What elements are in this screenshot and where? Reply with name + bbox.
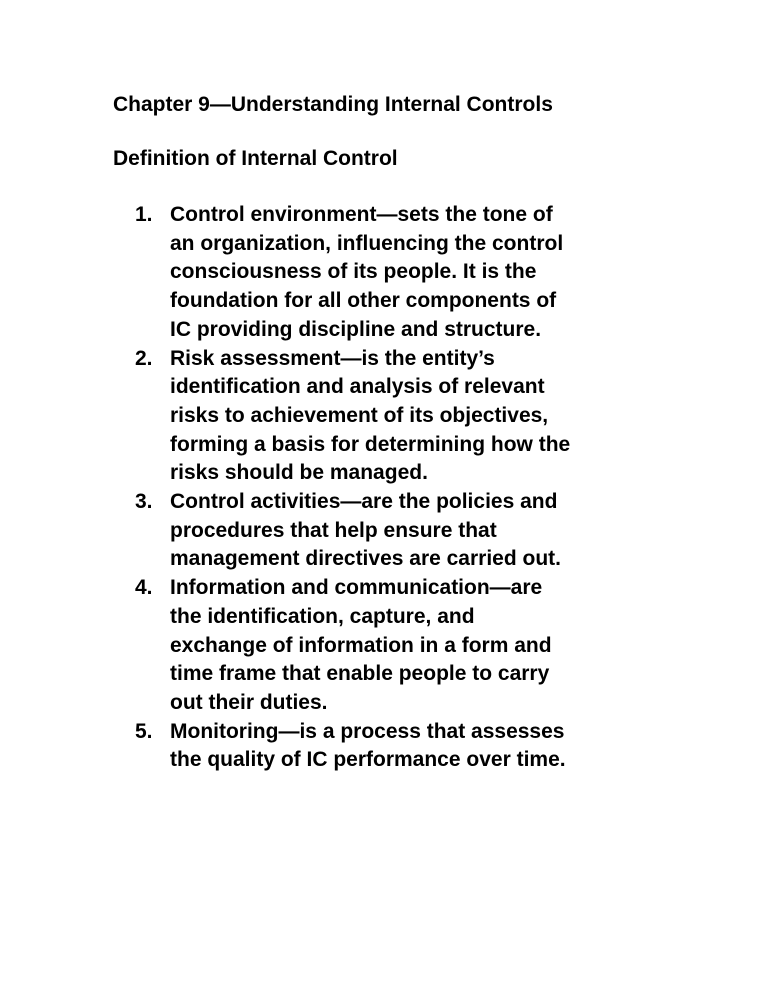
text-line: out their duties. (170, 690, 328, 714)
list-number: 1. (135, 203, 153, 226)
text-line: Control activities—are the policies and (170, 490, 558, 514)
text-line: procedures that help ensure that (170, 518, 497, 542)
text-line: Control environment—sets the tone of (170, 203, 553, 226)
components-list (0, 201, 570, 775)
text-line: forming a basis for determining how the (170, 432, 571, 456)
text-line: foundation for all other components of (170, 289, 557, 313)
list-number: 3. (135, 490, 153, 514)
text-line: identification and analysis of relevant (170, 375, 545, 399)
text-line: the identification, capture, and (170, 604, 475, 628)
text-line: time frame that enable people to carry (170, 662, 550, 686)
list-number: 4. (135, 576, 153, 600)
list-number: 2. (135, 346, 153, 370)
text-line: risks to achievement of its objectives, (170, 403, 549, 427)
section-heading: Definition of Internal Control (113, 147, 398, 170)
list-item-control-activities (0, 488, 570, 574)
chapter-title: Chapter 9—Understanding Internal Controls (113, 93, 553, 116)
list-item-risk-assessment (0, 345, 570, 489)
list-number: 5. (135, 719, 153, 743)
text-line: Information and communication—are (170, 576, 543, 600)
list-item-control-environment (0, 201, 570, 345)
text-line: Monitoring—is a process that assesses (170, 719, 565, 743)
text-line: an organization, influencing the control (170, 231, 564, 255)
text-line: Risk assessment—is the entity’s (170, 346, 495, 370)
list-item-information-communication (0, 574, 570, 718)
text-line: consciousness of its people. It is the (170, 260, 537, 284)
list-item-monitoring (0, 718, 570, 775)
text-line: the quality of IC performance over time. (170, 748, 566, 772)
text-line: risks should be managed. (170, 461, 428, 485)
text-line: IC providing discipline and structure. (170, 317, 542, 341)
text-line: management directives are carried out. (170, 547, 561, 571)
text-line: exchange of information in a form and (170, 633, 552, 657)
